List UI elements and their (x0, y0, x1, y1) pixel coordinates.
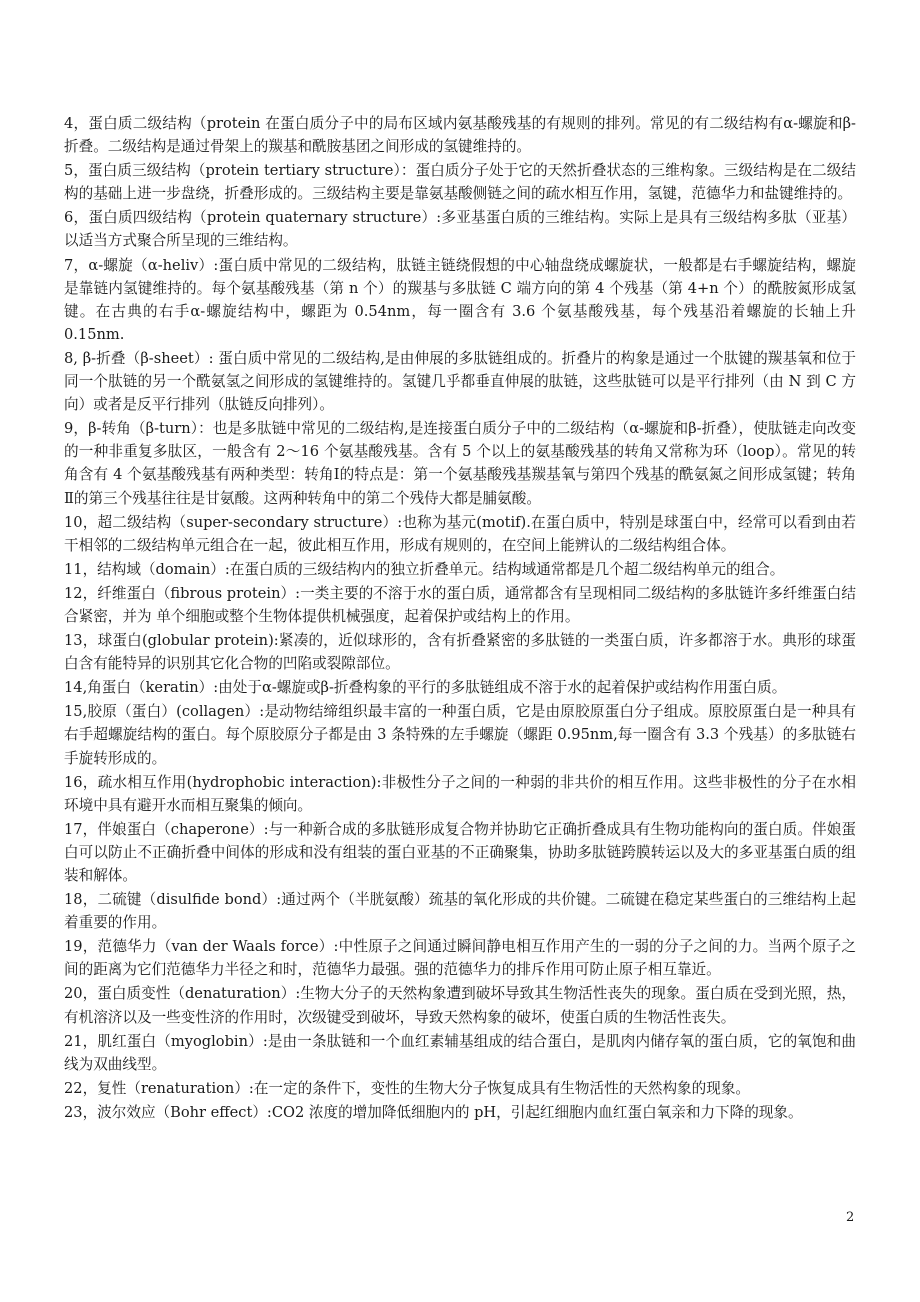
entry-23: 23，波尔效应（Bohr effect）:CO2 浓度的增加降低细胞内的 pH，引起红细胞内血红蛋白氧亲和力下降的现象。 (64, 1103, 803, 1121)
entry-8: 8, β-折叠（β-sheet）: 蛋白质中常见的二级结构,是由伸展的多肽链组成的。折叠片的构象是通过一个肽键的羰基氧和位于同一个肽链的另一个酰氨氢之间形成的氢键维持的。氢键几乎都垂直伸展的肽链，这些肽链可以是平行排列（由 N 到 C 方向）或者是反平行排列（肽链反向排列）。 (64, 349, 856, 414)
page-number: 2 (846, 1210, 855, 1225)
entry-4: 4，蛋白质二级结构（protein 在蛋白质分子中的局布区域内氨基酸残基的有规则的排列。常见的有二级结构有α-螺旋和β-折叠。二级结构是通过骨架上的羰基和酰胺基团之间形成的氢键维持的。 (64, 115, 856, 156)
entry-7: 7，α-螺旋（α-heliv）:蛋白质中常见的二级结构，肽链主链绕假想的中心轴盘绕成螺旋状，一般都是右手螺旋结构，螺旋是靠链内氢键维持的。每个氨基酸残基（第 n 个）的羰基与多肽链 C 端方向的第 4 个残基（第 4+n 个）的酰胺氮形成氢键。在古典的右手α-螺旋结构中，螺距为 0.54nm，每一圈含有 3.6 个氨基酸残基，每个残基沿着螺旋的长轴上升 0.15nm. (64, 256, 856, 343)
entry-12: 12，纤维蛋白（fibrous protein）:一类主要的不溶于水的蛋白质，通常都含有呈现相同二级结构的多肽链许多纤维蛋白结合紧密，并为 单个细胞或整个生物体提供机械强度，起着保护或结构上的作用。 (64, 584, 856, 625)
entry-19: 19，范德华力（van der Waals force）:中性原子之间通过瞬间静电相互作用产生的一弱的分子之间的力。当两个原子之间的距离为它们范德华力半径之和时，范德华力最强。强的范德华力的排斥作用可防止原子相互靠近。 (64, 938, 856, 979)
entry-20: 20，蛋白质变性（denaturation）:生物大分子的天然构象遭到破坏导致其生物活性丧失的现象。蛋白质在受到光照，热，有机溶济以及一些变性济的作用时，次级键受到破坏，导致天然构象的破坏，使蛋白质的生物活性丧失。 (64, 985, 856, 1026)
entry-17: 17，伴娘蛋白（chaperone）:与一种新合成的多肽链形成复合物并协助它正确折叠成具有生物功能构向的蛋白质。伴娘蛋白可以防止不正确折叠中间体的形成和没有组装的蛋白亚基的不正确聚集，协助多肽链跨膜转运以及大的多亚基蛋白质的组装和解体。 (64, 820, 856, 884)
entry-15: 15,胶原（蛋白）(collagen）:是动物结缔组织最丰富的一种蛋白质，它是由原胶原蛋白分子组成。原胶原蛋白是一种具有右手超螺旋结构的蛋白。每个原胶原分子都是由 3 条特殊的左手螺旋（螺距 0.95nm,每一圈含有 3.3 个残基）的多肽链右手旋转形成的。 (64, 703, 856, 767)
entry-6: 6，蛋白质四级结构（protein quaternary structure）:多亚基蛋白质的三维结构。实际上是具有三级结构多肽（亚基）以适当方式聚合所呈现的三维结构。 (64, 209, 856, 250)
entry-21: 21，肌红蛋白（myoglobin）:是由一条肽链和一个血红素辅基组成的结合蛋白，是肌肉内储存氧的蛋白质，它的氧饱和曲线为双曲线型。 (64, 1032, 856, 1073)
entry-22: 22，复性（renaturation）:在一定的条件下，变性的生物大分子恢复成具有生物活性的天然构象的现象。 (64, 1079, 751, 1097)
entry-9: 9，β-转角（β-turn）：也是多肽链中常见的二级结构,是连接蛋白质分子中的二级结构（α-螺旋和β-折叠），使肽链走向改变的一种非重复多肽区，一般含有 2～16 个氨基酸残基。含有 5 个以上的氨基酸残基的转角又常称为环（loop）。常见的转角含有 4 个氨基酸残基有两种类型：转角Ⅰ的特点是：第一个氨基酸残基羰基氧与第四个残基的酰氨氮之间形成氢键；转角Ⅱ的第三个残基往往是甘氨酸。这两种转角中的第二个残侍大都是脯氨酸。 (64, 420, 856, 507)
entry-16: 16，疏水相互作用(hydrophobic interaction):非极性分子之间的一种弱的非共价的相互作用。这些非极性的分子在水相环境中具有避开水而相互聚集的倾向。 (64, 773, 856, 814)
entry-5: 5，蛋白质三级结构（protein tertiary structure）：蛋白质分子处于它的天然折叠状态的三维构象。三级结构是在二级结构的基础上进一步盘绕，折叠形成的。三级结构主要是靠氨基酸侧链之间的疏水相互作用，氢键，范德华力和盐键维持的。 (64, 162, 856, 203)
entry-11: 11，结构域（domain）:在蛋白质的三级结构内的独立折叠单元。结构域通常都是几个超二级结构单元的组合。 (64, 560, 785, 578)
entry-13: 13，球蛋白(globular protein):紧凑的，近似球形的，含有折叠紧密的多肽链的一类蛋白质，许多都溶于水。典形的球蛋白含有能特异的识别其它化合物的凹陷或裂隙部位。 (64, 632, 856, 673)
entry-10: 10，超二级结构（super-secondary structure）:也称为基元(motif).在蛋白质中，特别是球蛋白中，经常可以看到由若干相邻的二级结构单元组合在一起，彼此相互作用，形成有规则的，在空间上能辨认的二级结构组合体。 (64, 513, 856, 554)
document-body (64, 112, 856, 1125)
entry-18: 18，二硫键（disulfide bond）:通过两个（半胱氨酸）巯基的氧化形成的共价键。二硫键在稳定某些蛋白的三维结构上起着重要的作用。 (64, 891, 856, 932)
entry-14: 14,角蛋白（keratin）:由处于α-螺旋或β-折叠构象的平行的多肽链组成不溶于水的起着保护或结构作用蛋白质。 (64, 679, 787, 697)
